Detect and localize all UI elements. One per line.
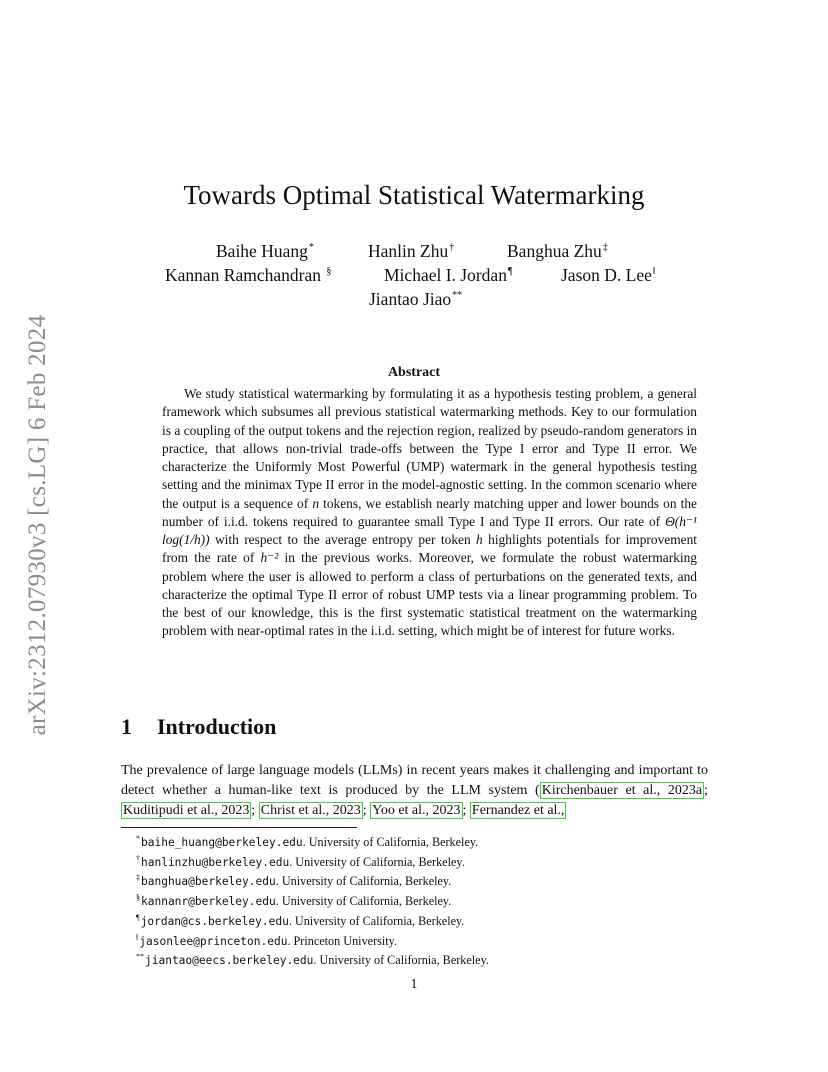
- author: Jiantao Jiao**: [369, 289, 463, 309]
- citation-link[interactable]: Christ et al., 2023: [260, 803, 361, 818]
- author: Baihe Huang*: [216, 241, 314, 261]
- email-link[interactable]: banghua@berkeley.edu: [141, 875, 276, 889]
- email-link[interactable]: jasonlee@princeton.edu: [139, 934, 288, 948]
- footnote: ‡banghua@berkeley.edu. University of California, Berkeley.: [136, 873, 452, 889]
- email-link[interactable]: hanlinzhu@berkeley.edu: [141, 855, 290, 869]
- footnote: **jiantao@eecs.berkeley.edu. University of California, Berkeley.: [136, 952, 489, 968]
- author: Michael I. Jordan¶: [384, 265, 513, 285]
- email-link[interactable]: baihe_huang@berkeley.edu: [141, 836, 303, 849]
- footnote-rule: [121, 827, 357, 828]
- citation-link[interactable]: Fernandez et al.,: [471, 803, 565, 818]
- email-link[interactable]: jordan@cs.berkeley.edu: [140, 914, 289, 928]
- citation-link[interactable]: Kirchenbauer et al., 2023a: [541, 783, 703, 798]
- citation-link[interactable]: Kuditipudi et al., 2023: [123, 803, 250, 818]
- section-number: 1: [121, 714, 132, 739]
- footnote: †hanlinzhu@berkeley.edu. University of California, Berkeley.: [136, 853, 465, 869]
- author: Kannan Ramchandran §: [165, 265, 332, 285]
- footnotes: [136, 831, 489, 969]
- section-heading: [121, 714, 276, 740]
- footnote: *baihe_huang@berkeley.edu. University of California, Berkeley.: [136, 834, 479, 849]
- intro-paragraph: The prevalence of large language models (LLMs) in recent years makes it challenging and important to detect whether a human-like text is produced by the LLM system ( Kirchenbauer et al., 2023a ; Kuditipudi et al., 2023 ; Christ et al., 2023 ; Yoo et al., 2023 ; Fernandez et al.,: [121, 763, 708, 818]
- abstract-heading: Abstract: [387, 365, 441, 380]
- email-link[interactable]: jiantao@eecs.berkeley.edu: [145, 954, 314, 968]
- author: Jason D. Lee‖: [561, 265, 656, 285]
- page-number: 1: [410, 977, 418, 992]
- abstract-body: We study statistical watermarking by formulating it as a hypothesis testing problem, a general framework which subsumes all previous statistical watermarking methods. Key to our formulation is a coupling of the output tokens and the rejection region, realized by pseudo-random generators in practice, that allows non-trivial trade-offs between the Type I error and Type II error. We characterize the Uniformly Most Powerful (UMP) watermark in the general hypothesis testing setting and the minimax Type II error in the model-agnostic setting. In the common scenario where the output is a sequence of n tokens, we establish nearly matching upper and lower bounds on the number of i.i.d. tokens required to guarantee small Type I and Type II errors. Our rate of Θ(h⁻¹ log(1/h)) with respect to the average entropy per token h highlights potentials for improvement from the rate of h⁻² in the previous works. Moreover, we formulate the robust watermarking problem where the user is allowed to perform a class of perturbations on the generated texts, and characterize the optimal Type II error of robust UMP tests via a linear programming problem. To the best of our knowledge, this is the first systematic statistical treatment on the watermarking problem with near-optimal rates in the i.i.d. setting, which might be of interest for future works.: [162, 386, 697, 639]
- section-title: Introduction: [157, 714, 277, 739]
- citation-link[interactable]: Yoo et al., 2023: [372, 803, 461, 818]
- arxiv-sidebar: [20, 295, 56, 755]
- author: Hanlin Zhu†: [368, 241, 455, 261]
- arxiv-identifier: arXiv:2312.07930v3 [cs.LG] 6 Feb 2024: [24, 314, 51, 736]
- footnote: §kannanr@berkeley.edu. University of California, Berkeley.: [136, 893, 452, 909]
- footnote: ‖jasonlee@princeton.edu. Princeton University.: [136, 932, 397, 948]
- paper-title: Towards Optimal Statistical Watermarking: [183, 180, 645, 210]
- author: Banghua Zhu‡: [507, 241, 608, 261]
- email-link[interactable]: kannanr@berkeley.edu: [141, 895, 276, 909]
- footnote: ¶jordan@cs.berkeley.edu. University of California, Berkeley.: [136, 912, 465, 928]
